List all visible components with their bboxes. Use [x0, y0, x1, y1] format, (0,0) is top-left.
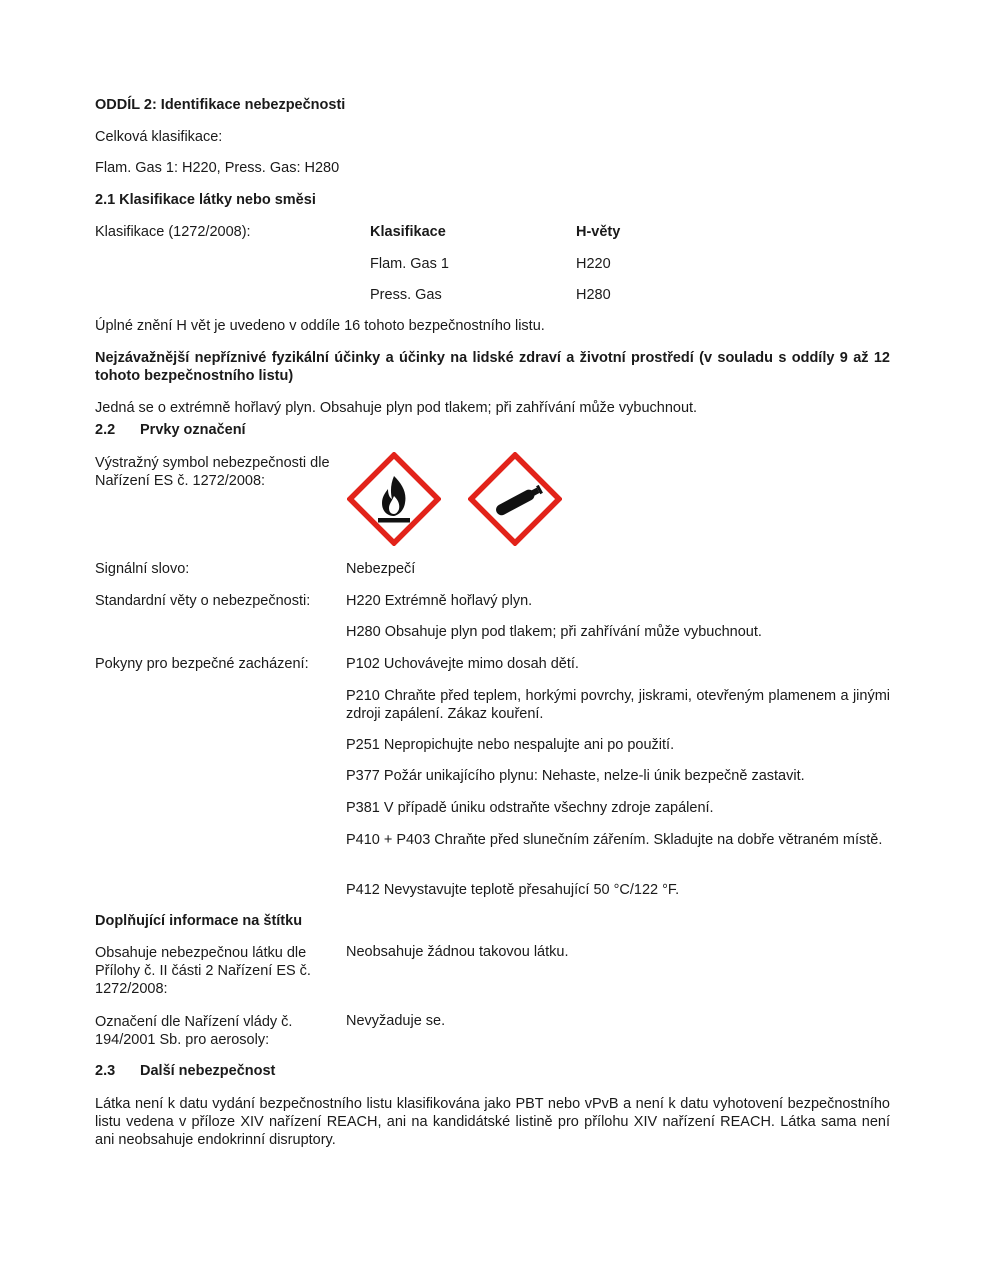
precautionary-statement: P102 Uchovávejte mimo dosah dětí.	[346, 656, 579, 672]
table-cell-class: Flam. Gas 1	[370, 256, 449, 272]
col-header-classification: Klasifikace	[370, 224, 446, 240]
precautionary-statement: P377 Požár unikajícího plynu: Nehaste, nelze-li únik bezpečně zastavit.	[346, 768, 805, 784]
table-cell-h: H280	[576, 287, 611, 303]
overall-classification-label: Celková klasifikace:	[95, 129, 223, 145]
heading-2-1: 2.1 Klasifikace látky nebo směsi	[95, 192, 316, 208]
overall-classification-value: Flam. Gas 1: H220, Press. Gas: H280	[95, 160, 340, 176]
precautionary-label: Pokyny pro bezpečné zacházení:	[95, 656, 309, 672]
hazard-statement: H220 Extrémně hořlavý plyn.	[346, 593, 533, 609]
precautionary-statement: P210 Chraňte před teplem, horkými povrchy, jiskrami, otevřeným plamenem a jinými zdroji zapálení. Zákaz kouření.	[346, 688, 890, 722]
signal-word-label: Signální slovo:	[95, 561, 190, 577]
hazard-statements-label: Standardní věty o nebezpečnosti:	[95, 593, 311, 609]
heading-2-2-number: 2.2	[95, 422, 116, 438]
effects-heading: Nejzávažnější nepříznivé fyzikální účinky a účinky na lidské zdraví a životní prostředí (v souladu s oddíly 9 až 12 tohoto bezpečnostního listu)	[95, 350, 890, 384]
pictogram-label: Výstražný symbol nebezpečnosti dle Nařízení ES č. 1272/2008:	[95, 455, 330, 489]
precautionary-statement: P381 V případě úniku odstraňte všechny zdroje zapálení.	[346, 800, 714, 816]
precautionary-statement: P412 Nevystavujte teplotě přesahující 50 °C/122 °F.	[346, 882, 680, 898]
classification-label: Klasifikace (1272/2008):	[95, 224, 251, 240]
heading-2-2-title: Prvky označení	[140, 422, 246, 438]
supplemental-value: Neobsahuje žádnou takovou látku.	[346, 944, 569, 960]
ghs02-flame-icon	[347, 452, 441, 546]
heading-2-3-number: 2.3	[95, 1063, 116, 1079]
h-statements-note: Úplné znění H vět je uvedeno v oddíle 16 tohoto bezpečnostního listu.	[95, 318, 545, 334]
heading-2-3-title: Další nebezpečnost	[140, 1063, 276, 1079]
signal-word-value: Nebezpečí	[346, 561, 416, 577]
table-cell-class: Press. Gas	[370, 287, 442, 303]
other-hazards-text: Látka není k datu vydání bezpečnostního listu klasifikována jako PBT nebo vPvB a není k datu vyhotovení bezpečnostního listu vedena v příloze XIV nařízení REACH, ani na kandidátské listině pro přílohu XIV nařízení REACH. Látka sama není ani neobsahuje endokrinní disruptory.	[95, 1096, 890, 1148]
precautionary-statement: P251 Nepropichujte nebo nespalujte ani po použití.	[346, 737, 675, 753]
effects-text: Jedná se o extrémně hořlavý plyn. Obsahuje plyn pod tlakem; při zahřívání může vybuchnout.	[95, 400, 698, 416]
supplemental-label: Označení dle Nařízení vlády č. 194/2001 Sb. pro aerosoly:	[95, 1014, 293, 1048]
supplemental-label: Obsahuje nebezpečnou látku dle Přílohy č. II části 2 Nařízení ES č. 1272/2008:	[95, 945, 311, 997]
supplemental-heading: Doplňující informace na štítku	[95, 913, 303, 929]
section-title: ODDÍL 2: Identifikace nebezpečnosti	[95, 97, 346, 113]
precautionary-statement: P410 + P403 Chraňte před slunečním zářením. Skladujte na dobře větraném místě.	[346, 832, 883, 848]
table-cell-h: H220	[576, 256, 611, 272]
col-header-h-statements: H-věty	[576, 224, 621, 240]
ghs04-gas-cylinder-icon	[468, 452, 562, 546]
supplemental-value: Nevyžaduje se.	[346, 1013, 446, 1029]
hazard-statement: H280 Obsahuje plyn pod tlakem; při zahřívání může vybuchnout.	[346, 624, 762, 640]
